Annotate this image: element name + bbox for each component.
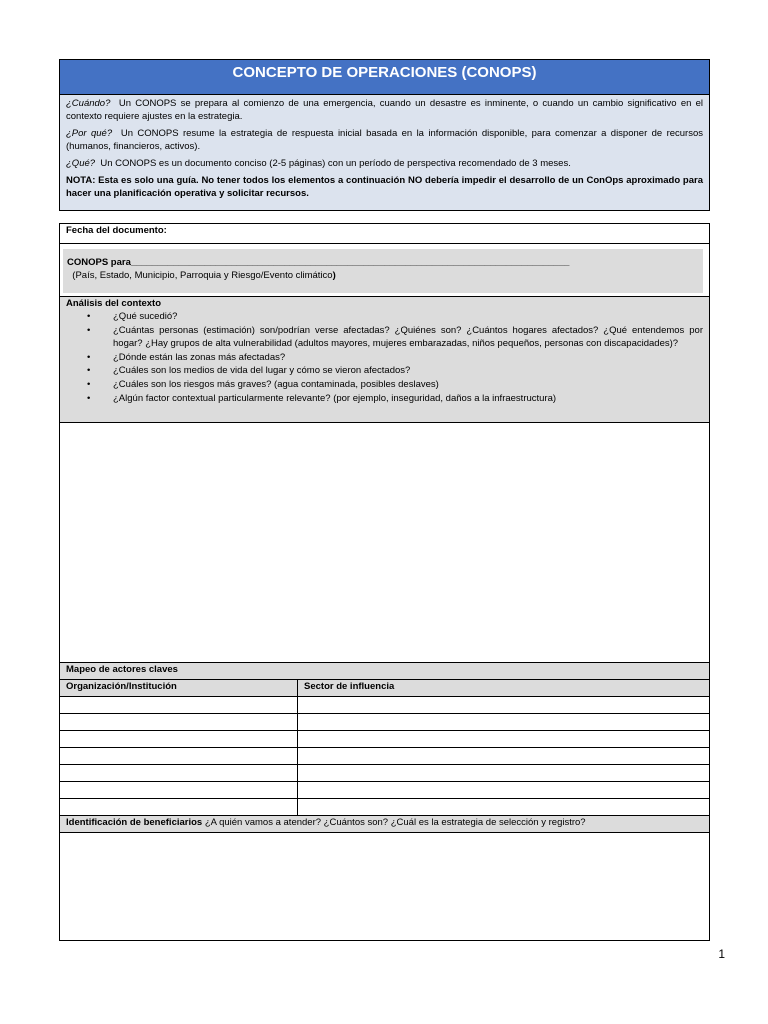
que-paragraph xyxy=(66,157,703,170)
document-title: CONCEPTO DE OPERACIONES (CONOPS) xyxy=(60,60,709,95)
table-row xyxy=(60,765,709,782)
list-item xyxy=(66,392,703,406)
conops-para-field[interactable] xyxy=(60,244,709,297)
col-sector-header: Sector de influencia xyxy=(304,681,395,692)
beneficiarios-question: ¿A quién vamos a atender? ¿Cuántos son? ¿Cuál es la estrategia de selección y registro? xyxy=(202,817,586,828)
conops-para-box xyxy=(63,249,703,293)
mapeo-title: Mapeo de actores claves xyxy=(60,663,709,680)
organizacion-cell[interactable] xyxy=(60,799,298,815)
cuando-paragraph xyxy=(66,97,703,123)
organizacion-cell[interactable] xyxy=(60,697,298,713)
sector-cell[interactable] xyxy=(298,799,709,815)
cuando-question: ¿Cuándo? xyxy=(66,98,111,109)
header-instructions xyxy=(60,95,709,210)
bullet-icon: • xyxy=(87,378,91,390)
bullet-icon: • xyxy=(87,311,91,322)
conops-form xyxy=(59,223,710,941)
list-item xyxy=(66,378,703,392)
list-item-text: ¿Cuáles son los medios de vida del lugar y cómo se vieron afectados? xyxy=(113,365,411,377)
sector-cell[interactable] xyxy=(298,714,709,730)
page-number: 1 xyxy=(718,947,725,961)
organizacion-cell[interactable] xyxy=(60,731,298,747)
table-row xyxy=(60,697,709,714)
list-item xyxy=(66,310,703,324)
organizacion-cell[interactable] xyxy=(60,748,298,764)
fecha-field[interactable]: Fecha del documento: xyxy=(60,224,709,244)
conops-para-hint-end: ) xyxy=(332,270,336,281)
col-organizacion-header: Organización/Institución xyxy=(60,680,298,696)
que-text: Un CONOPS es un documento conciso (2-5 páginas) con un período de perspectiva recomendado de 3 meses. xyxy=(100,158,571,169)
beneficiarios-answer-area[interactable] xyxy=(60,833,709,940)
bullet-icon: • xyxy=(87,392,91,404)
mapeo-table-header xyxy=(60,680,709,697)
list-item-text: ¿Cuántas personas (estimación) son/podrían verse afectadas? ¿Quiénes son? ¿Cuántos hogares afectados? ¿Qué entendemos por hogar? ¿Hay grupos de alta vulnerabilidad (adultos mayores, mujeres embarazadas, niños pequeños, personas con discapacidades)? xyxy=(113,324,703,350)
beneficiarios-label: Identificación de beneficiarios xyxy=(66,817,203,828)
cuando-text: Un CONOPS se prepara al comienzo de una emergencia, cuando un desastre es inminente, o cuando un cambio significativo en el contexto requiere ajustes en la estrategia. xyxy=(66,98,704,122)
bullet-icon: • xyxy=(87,351,91,363)
list-item-text: ¿Qué sucedió? xyxy=(113,311,178,322)
porque-text: Un CONOPS resume la estrategia de respuesta inicial basada en la información disponible, para comenzar a disponer de recursos (humanos, financieros, activos). xyxy=(66,128,703,152)
sector-cell[interactable] xyxy=(298,697,709,713)
analisis-list xyxy=(66,310,703,405)
bullet-icon: • xyxy=(87,365,91,377)
porque-question: ¿Por qué? xyxy=(66,128,113,139)
table-row xyxy=(60,714,709,731)
organizacion-cell[interactable] xyxy=(60,765,298,781)
sector-cell[interactable] xyxy=(298,765,709,781)
sector-cell[interactable] xyxy=(298,748,709,764)
list-item xyxy=(66,364,703,378)
nota-paragraph: NOTA: Esta es solo una guía. No tener todos los elementos a continuación NO debería impedir el desarrollo de un ConOps aproximado para hacer una planificación operativa y solicitar recursos. xyxy=(66,175,703,199)
analisis-answer-area[interactable] xyxy=(60,423,709,663)
list-item-text: ¿Dónde están las zonas más afectadas? xyxy=(113,351,286,363)
table-row xyxy=(60,782,709,799)
bullet-icon: • xyxy=(87,324,91,336)
conops-para-hint: (País, Estado, Municipio, Parroquia y Riesgo/Evento climático xyxy=(72,270,333,281)
list-item-text: ¿Algún factor contextual particularmente relevante? (por ejemplo, inseguridad, daños a la infraestructura) xyxy=(113,392,557,404)
table-row xyxy=(60,731,709,748)
beneficiarios-section xyxy=(60,816,709,833)
analisis-title: Análisis del contexto xyxy=(66,298,162,309)
analisis-section xyxy=(60,297,709,423)
porque-paragraph xyxy=(66,127,703,153)
conops-header xyxy=(59,59,710,211)
table-row xyxy=(60,748,709,765)
table-row xyxy=(60,799,709,816)
list-item-text: ¿Cuáles son los riesgos más graves? (agua contaminada, posibles deslaves) xyxy=(113,378,439,390)
organizacion-cell[interactable] xyxy=(60,782,298,798)
sector-cell[interactable] xyxy=(298,782,709,798)
conops-para-label: CONOPS para___________________________________________________________________________________ xyxy=(67,257,570,268)
list-item xyxy=(66,351,703,365)
que-question: ¿Qué? xyxy=(66,158,96,169)
organizacion-cell[interactable] xyxy=(60,714,298,730)
list-item xyxy=(66,324,703,351)
sector-cell[interactable] xyxy=(298,731,709,747)
